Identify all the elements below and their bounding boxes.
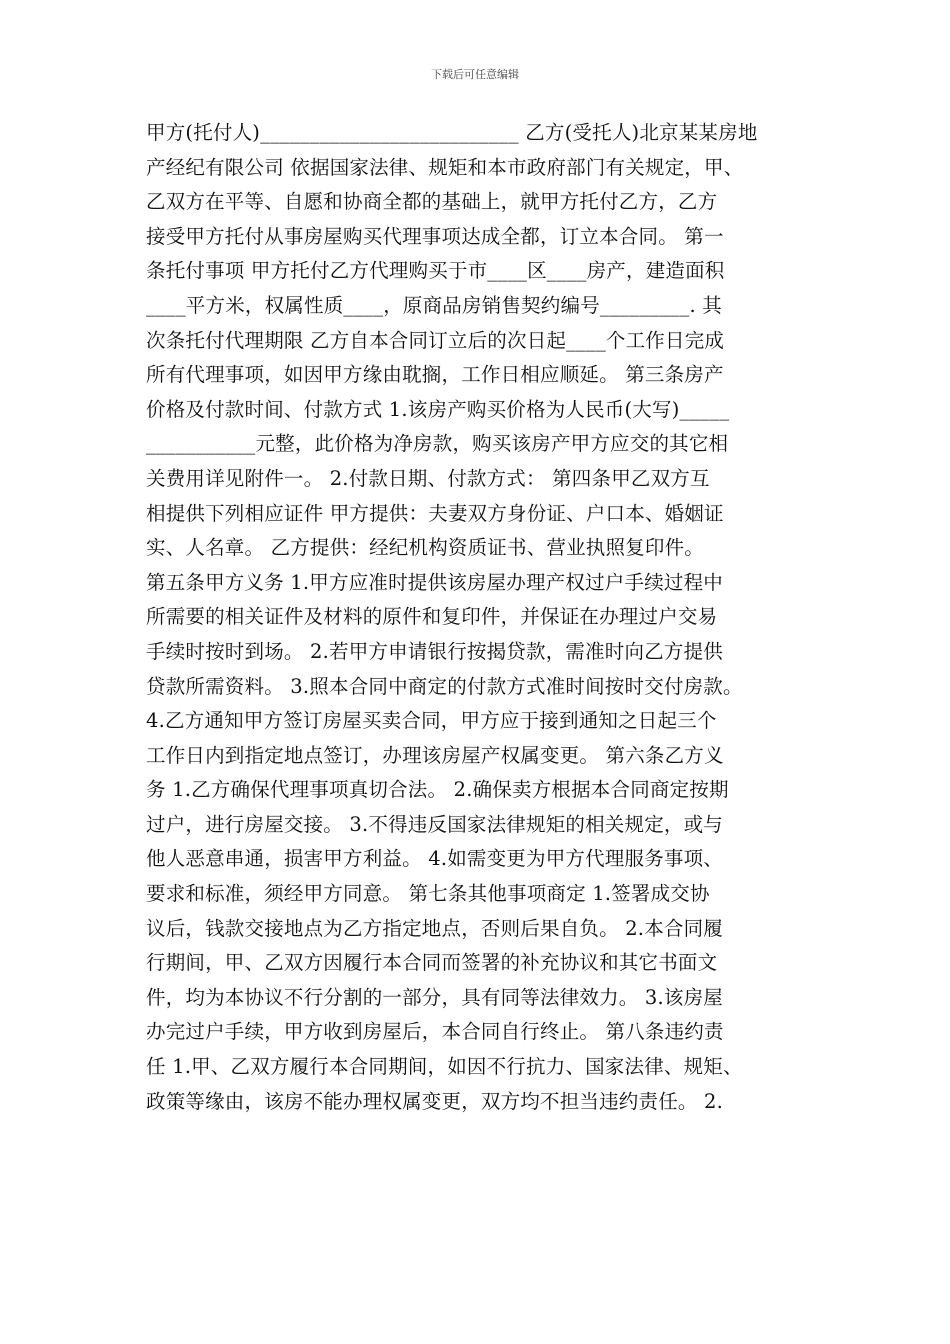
text-line: 所有代理事项，如因甲方缘由耽搁，工作日相应顺延。 第三条房产 [146,363,724,387]
text-line: 相提供下列相应证件 甲方提供：夫妻双方身份证、户口本、婚姻证 [146,501,724,525]
text-line: 要求和标准，须经甲方同意。 第七条其他事项商定 1.签署成交协 [146,882,710,906]
text-line: 所需要的相关证件及材料的原件和复印件，并保证在办理过户交易 [146,605,718,629]
contract-body [146,116,822,1119]
text-line: 件，均为本协议不行分割的一部分，具有同等法律效力。 3.该房屋 [146,985,724,1009]
text-line: 任 1.甲、乙双方履行本合同期间，如因不行抗力、国家法律、规矩、 [146,1055,743,1079]
text-line: 4.乙方通知甲方签订房屋买卖合同，甲方应于接到通知之日起三个 [146,709,717,733]
text-line: 行期间，甲、乙双方因履行本合同而签署的补充协议和其它书面文 [146,951,718,975]
text-line: 过户，进行房屋交接。 3.不得违反国家法律规矩的相关规定，或与 [146,812,724,836]
text-line: 办完过户手续，甲方收到房屋后，本合同自行终止。 第八条违约责 [146,1020,724,1044]
text-line: 甲方(托付人)__________________________ 乙方(受托人)北京某某房地 [146,121,758,144]
text-line: 工作日内到指定地点签订，办理该房屋产权属变更。 第六条乙方义 [146,743,724,767]
text-line: 手续时按时到场。 2.若甲方申请银行按揭贷款，需准时向乙方提供 [146,639,724,663]
text-line: 乙双方在平等、自愿和协商全都的基础上，就甲方托付乙方，乙方 [146,190,718,214]
text-line: 贷款所需资料。 3.照本合同中商定的付款方式准时间按时交付房款。 [146,674,743,698]
text-line: 他人恶意串通，损害甲方利益。 4.如需变更为甲方代理服务事项、 [146,847,724,871]
text-line: 价格及付款时间、付款方式 1.该房产购买价格为人民币(大写)_____ [146,397,730,421]
text-line: 议后，钱款交接地点为乙方指定地点，否则后果自负。 2.本合同履 [146,916,724,940]
text-line: 务 1.乙方确保代理事项真切合法。 2.确保卖方根据本合同商定按期 [146,778,729,802]
text-line: 第五条甲方义务 1.甲方应准时提供该房屋办理产权过户手续过程中 [146,570,724,594]
text-line: 次条托付代理期限 乙方自本合同订立后的次日起____个工作日完成 [146,328,725,352]
text-line: 产经纪有限公司 依据国家法律、规矩和本市政府部门有关规定，甲、 [146,155,744,179]
text-line: 条托付事项 甲方托付乙方代理购买于市____区____房产，建造面积 [146,259,725,283]
text-line: 接受甲方托付从事房屋购买代理事项达成全都，订立本合同。 第一 [146,224,724,248]
page-header: 下载后可任意编辑 [431,68,519,81]
text-line: 政策等缘由，该房不能办理权属变更，双方均不担当违约责任。 2. [146,1089,724,1113]
text-line: 实、人名章。 乙方提供：经纪机构资质证书、营业执照复印件。 [146,536,704,560]
text-line: 关费用详见附件一。 2.付款日期、付款方式： 第四条甲乙双方互 [146,466,710,490]
text-line: ____平方米，权属性质____，原商品房销售契约编号_________. 其 [146,293,722,317]
text-line: ___________元整，此价格为净房款，购买该房产甲方应交的其它相 [146,432,729,456]
